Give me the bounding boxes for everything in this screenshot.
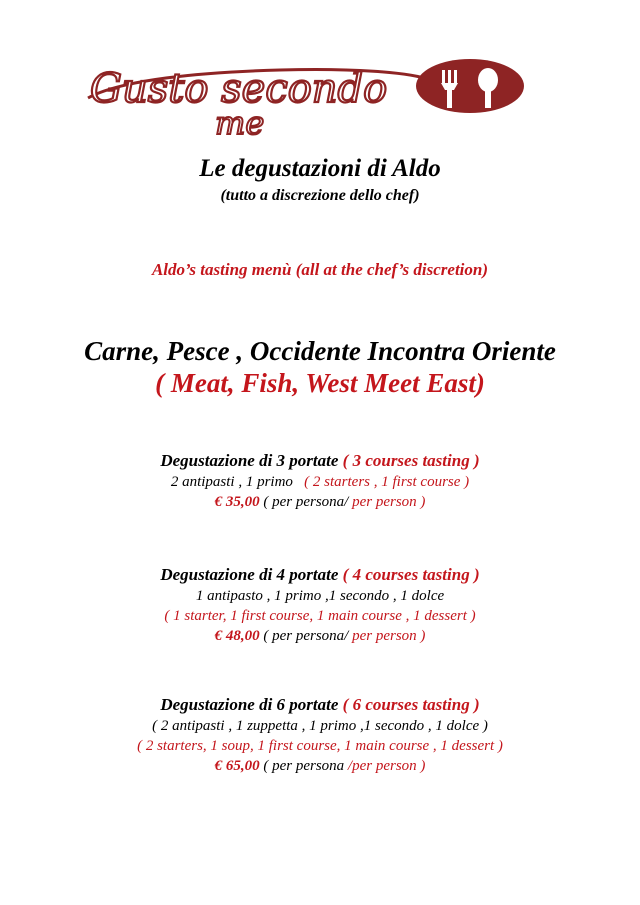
tasting-menu-3-courses <box>0 449 640 512</box>
logo-text-line2: me <box>215 104 265 140</box>
menu-price: € 48,00 <box>214 628 260 644</box>
menu-description-english: ( 2 starters, 1 soup, 1 first course, 1 main course , 1 dessert ) <box>137 738 503 754</box>
menu-price: € 65,00 <box>214 758 260 774</box>
menu-description-english: ( 1 starter, 1 first course, 1 main course , 1 dessert ) <box>164 608 476 624</box>
fork-and-spoon-icon <box>416 59 524 113</box>
category-heading-english: ( Meat, Fish, West Meet East) <box>155 368 485 398</box>
per-person-italian: ( per persona <box>263 758 348 774</box>
per-person-english: /per person ) <box>347 758 426 774</box>
menu-description-english: ( 2 starters , 1 first course ) <box>304 474 470 490</box>
per-person-english: per person ) <box>348 494 426 510</box>
menu-price-line <box>0 492 640 512</box>
menu-name-italian: Degustazione di 3 portate <box>160 451 339 470</box>
menu-price-line <box>0 626 640 646</box>
menu-name-english: ( 6 courses tasting ) <box>342 695 480 714</box>
page-title: Le degustazioni di Aldo <box>199 155 441 182</box>
per-person-italian: ( per persona/ <box>263 494 349 510</box>
menu-name-english: ( 4 courses tasting ) <box>342 565 480 584</box>
category-heading-italian: Carne, Pesce , Occidente Incontra Oriente <box>84 336 556 366</box>
menu-price-line <box>0 756 640 776</box>
menu-description-italian: ( 2 antipasti , 1 zuppetta , 1 primo ,1 secondo , 1 dolce ) <box>152 718 488 734</box>
tasting-menu-english: Aldo’s tasting menù (all at the chef’s discretion) <box>151 260 489 279</box>
logo <box>80 50 530 140</box>
page-subtitle: (tutto a discrezione dello chef) <box>220 187 420 204</box>
tasting-menu-6-courses <box>0 693 640 776</box>
menu-price: € 35,00 <box>214 494 260 510</box>
menu-name-italian: Degustazione di 6 portate <box>160 695 339 714</box>
menu-name-english: ( 3 courses tasting ) <box>342 451 480 470</box>
menu-name <box>0 563 640 586</box>
logo-graphic <box>80 50 530 140</box>
per-person-italian: ( per persona/ <box>263 628 349 644</box>
logo-text-line1: Gusto secondo <box>90 66 388 112</box>
menu-name-italian: Degustazione di 4 portate <box>160 565 339 584</box>
per-person-english: per person ) <box>348 628 426 644</box>
menu-description <box>0 472 640 492</box>
menu-description-italian: 1 antipasto , 1 primo ,1 secondo , 1 dolce <box>195 588 445 604</box>
menu-description-italian: 2 antipasti , 1 primo <box>170 474 293 490</box>
menu-name <box>0 449 640 472</box>
tasting-menu-4-courses <box>0 563 640 646</box>
menu-name <box>0 693 640 716</box>
